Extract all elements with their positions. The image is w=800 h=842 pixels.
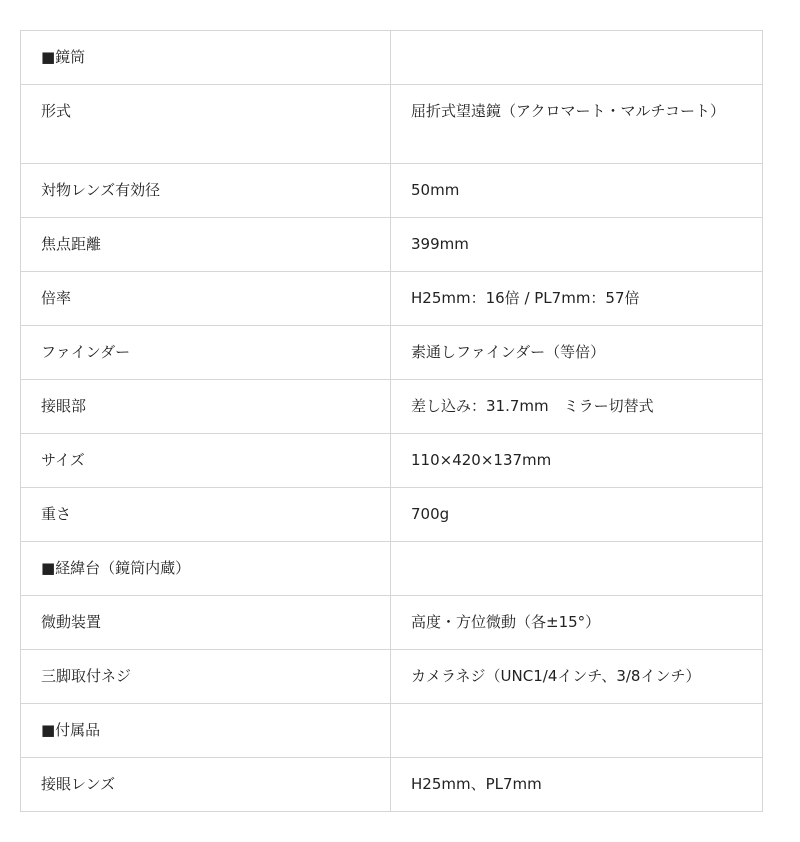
label-cell: 形式	[21, 85, 391, 164]
value-cell: 素通しファインダー（等倍）	[391, 326, 763, 380]
label-cell: 微動装置	[21, 596, 391, 650]
table-row	[21, 704, 763, 758]
table-row	[21, 31, 763, 85]
value-cell: 399mm	[391, 218, 763, 272]
label-cell: 焦点距離	[21, 218, 391, 272]
value-cell: 屈折式望遠鏡（アクロマート・マルチコート）	[391, 85, 763, 164]
value-cell	[391, 31, 763, 85]
value-cell: 高度・方位微動（各±15°）	[391, 596, 763, 650]
table-row	[21, 650, 763, 704]
section-header-cell: ■鏡筒	[21, 31, 391, 85]
value-cell: 差し込み：31.7mm ミラー切替式	[391, 380, 763, 434]
value-cell: 50mm	[391, 164, 763, 218]
label-cell: 接眼部	[21, 380, 391, 434]
label-cell: 重さ	[21, 488, 391, 542]
spec-table	[20, 30, 763, 812]
table-row	[21, 488, 763, 542]
table-row	[21, 542, 763, 596]
value-cell: H25mm：16倍 / PL7mm：57倍	[391, 272, 763, 326]
table-row	[21, 85, 763, 164]
value-cell: H25mm、PL7mm	[391, 758, 763, 812]
label-cell: 対物レンズ有効径	[21, 164, 391, 218]
label-cell: 倍率	[21, 272, 391, 326]
value-cell: 700g	[391, 488, 763, 542]
value-cell	[391, 542, 763, 596]
table-row	[21, 758, 763, 812]
label-cell: サイズ	[21, 434, 391, 488]
table-row	[21, 380, 763, 434]
table-row	[21, 434, 763, 488]
label-cell: ファインダー	[21, 326, 391, 380]
table-row	[21, 326, 763, 380]
value-cell: 110×420×137mm	[391, 434, 763, 488]
table-row	[21, 218, 763, 272]
section-header-cell: ■付属品	[21, 704, 391, 758]
value-cell	[391, 704, 763, 758]
table-row	[21, 596, 763, 650]
section-header-cell: ■経緯台（鏡筒内蔵）	[21, 542, 391, 596]
label-cell: 三脚取付ネジ	[21, 650, 391, 704]
value-cell: カメラネジ（UNC1/4インチ、3/8インチ）	[391, 650, 763, 704]
table-row	[21, 164, 763, 218]
table-row	[21, 272, 763, 326]
label-cell: 接眼レンズ	[21, 758, 391, 812]
